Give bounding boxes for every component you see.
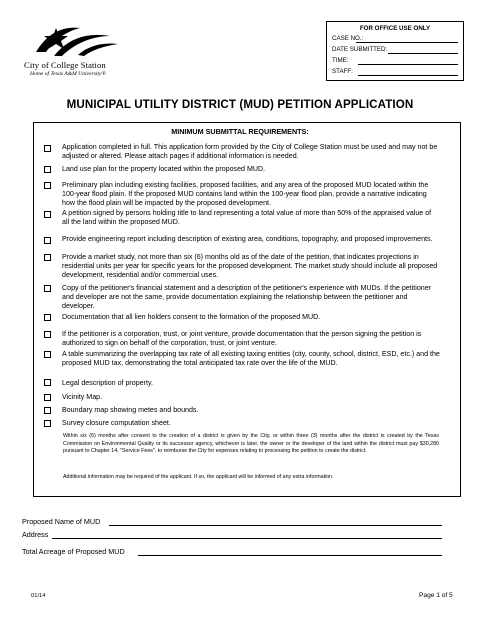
city-tagline: Home of Texas A&M University®	[30, 71, 106, 77]
checkbox-application[interactable]	[44, 145, 51, 152]
date-submitted-label: DATE SUBMITTED:	[332, 46, 388, 53]
requirement-item: Boundary map showing metes and bounds.	[62, 406, 199, 414]
checkbox-legal-description[interactable]	[44, 379, 51, 386]
requirement-item: A table summarizing the overlapping tax rate of all existing taxing entities (city, county, school, district, ESD, etc.) and the proposed MUD tax, demonstrating the total anticipated tax rate over the life of the MUD.	[62, 350, 440, 367]
case-no-label: CASE NO.:	[332, 35, 364, 42]
staff-label: STAFF:	[332, 68, 353, 75]
time-line[interactable]	[358, 64, 458, 65]
requirement-item: Survey closure computation sheet.	[62, 419, 171, 427]
case-no-field[interactable]	[332, 34, 458, 43]
requirement-item: Legal description of property.	[62, 379, 153, 387]
requirement-item: Provide engineering report including description of existing area, conditions, topography, and proposed improvements.	[62, 235, 433, 243]
staff-line[interactable]	[358, 75, 458, 76]
additional-info-note: Additional information may be required of the applicant. If so, the applicant will be informed of any extra information.	[63, 474, 334, 480]
time-label: TIME:	[332, 57, 349, 64]
requirement-item: Preliminary plan including existing facilities, proposed facilities, and any area of the proposed MUD located within the 100-year flood plain. If the proposed MUD contains land within the 100-year flood plan, provide a narrative indicating how the flood plain will be impacted by the proposed development.	[62, 181, 429, 207]
form-date-code: 01/14	[31, 593, 46, 599]
requirement-item: Provide a market study, not more than six (6) months old as of the date of the petition, that indicates projections in residential units per year for specific years for the proposed development. The market study should include all proposed development, residential and/or commercial uses.	[62, 253, 438, 279]
checkbox-boundary-map[interactable]	[44, 407, 51, 414]
address-label: Address	[22, 530, 49, 539]
requirement-item: A petition signed by persons holding title to land representing a total value of more than 50% of the appraised value of all the land within the proposed MUD.	[62, 209, 432, 226]
page-number: Page 1 of 5	[419, 592, 453, 599]
office-use-title: FOR OFFICE USE ONLY	[359, 25, 431, 32]
city-logo	[22, 22, 132, 82]
requirement-item: Land use plan for the property located within the proposed MUD.	[62, 165, 266, 173]
checkbox-vicinity-map[interactable]	[44, 394, 51, 401]
case-no-line[interactable]	[356, 42, 458, 43]
requirements-heading: MINIMUM SUBMITTAL REQUIREMENTS:	[171, 127, 309, 136]
checkbox-engineering-report[interactable]	[44, 237, 51, 244]
date-submitted-line[interactable]	[388, 53, 458, 54]
checkbox-financial-statement[interactable]	[44, 285, 51, 292]
city-name: City of College Station	[24, 60, 106, 70]
checkbox-lien-holders[interactable]	[44, 314, 51, 321]
date-submitted-field[interactable]	[332, 45, 458, 54]
requirement-item: If the petitioner is a corporation, trust, or joint venture, provide documentation that the person signing the petition is authorized to sign on behalf of the corporation, trust, or joint venture.	[62, 330, 422, 347]
office-use-box	[326, 21, 464, 81]
requirement-item: Application completed in full. This application form provided by the City of College Station must be used and may not be adjusted or altered. Please attach pages if additional information is needed.	[62, 143, 438, 160]
time-field[interactable]	[332, 56, 458, 65]
address-line[interactable]	[52, 538, 442, 539]
checkbox-survey-closure[interactable]	[44, 420, 51, 427]
requirement-item: Copy of the petitioner's financial statement and a description of the petitioner's experience with MUDs. If the petitioner and developer are not the same, provide documentation explaining the relationship between the petitioner and developer.	[62, 284, 432, 310]
mud-name-line[interactable]	[109, 525, 442, 526]
requirement-item: Documentation that all lien holders consent to the formation of the proposed MUD.	[62, 313, 321, 321]
checkbox-tax-table[interactable]	[44, 351, 51, 358]
requirement-item: Vicinity Map.	[62, 393, 103, 401]
acreage-line[interactable]	[138, 555, 442, 556]
acreage-label: Total Acreage of Proposed MUD	[22, 547, 125, 556]
checkbox-market-study[interactable]	[44, 254, 51, 261]
fee-note: Within six (6) months after consent to the creation of a district is given by the City, or within three (3) months after the district is created by the Texas Commission on Environmental Quality or its successor agency, whichever is later, the owner or the developer of the land within the district must pay $30,280 pursuant to Chapter 14, "Service Fees", to reimburse the City for expenses relating to processing the petition to create the district.	[63, 433, 439, 455]
checkbox-land-use-plan[interactable]	[44, 166, 51, 173]
mud-name-label: Proposed Name of MUD	[22, 517, 101, 526]
page-title: MUNICIPAL UTILITY DISTRICT (MUD) PETITION APPLICATION	[66, 98, 414, 111]
checkbox-petition[interactable]	[44, 211, 51, 218]
checkbox-authorization[interactable]	[44, 331, 51, 338]
star-swoosh-icon	[30, 22, 122, 60]
staff-field[interactable]	[332, 67, 458, 76]
checkbox-preliminary-plan[interactable]	[44, 182, 51, 189]
